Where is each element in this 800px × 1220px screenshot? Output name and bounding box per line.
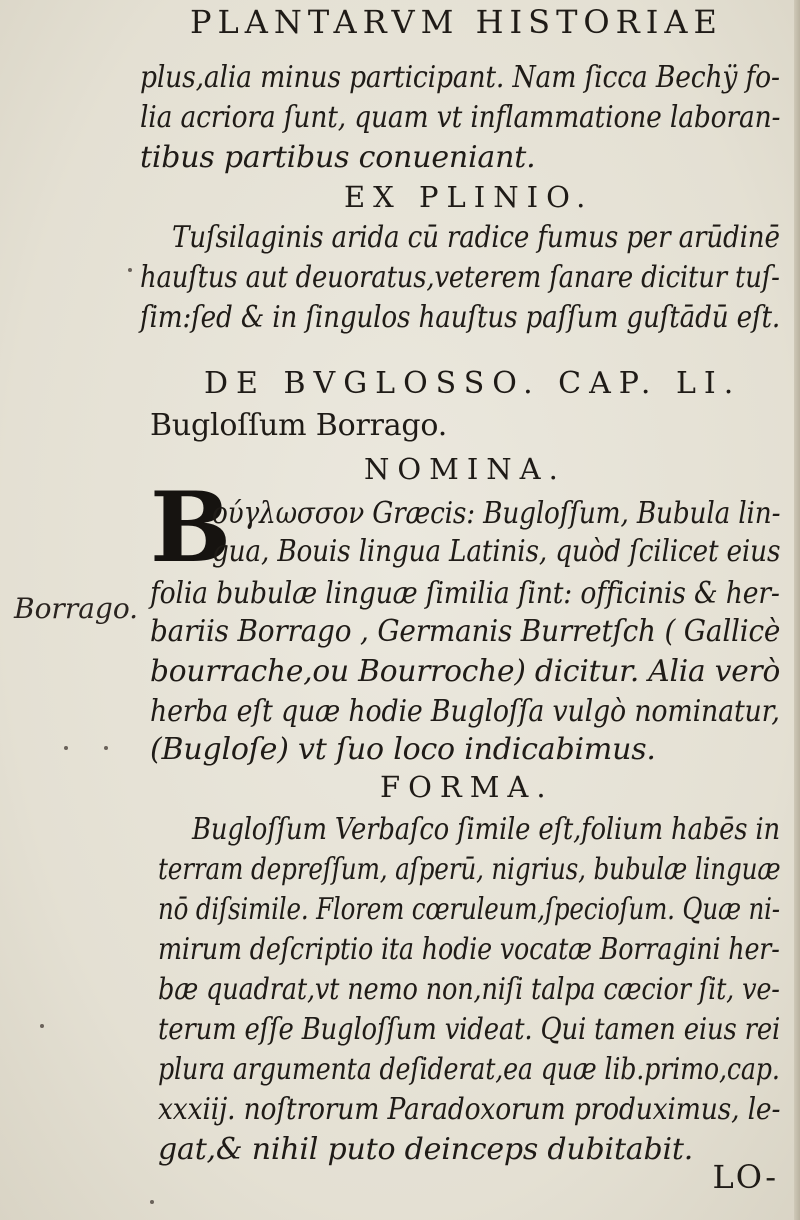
margin-note: Borrago. bbox=[14, 592, 139, 625]
text-line: plus,alia minus participant. Nam ſicca Bechÿ fo- bbox=[140, 60, 780, 95]
catchword: LO- bbox=[712, 1158, 778, 1196]
text-line: gua, Bouis lingua Latinis, quòd ſcilicet eius bbox=[212, 534, 781, 569]
ink-speck bbox=[40, 1024, 44, 1028]
text-line: mirum deſcriptio ita hodie vocatæ Borragini her- bbox=[158, 932, 780, 967]
chapter-subtitle: Bugloſſum Borrago. bbox=[150, 408, 448, 443]
section-heading-forma: FORMA. bbox=[380, 770, 554, 804]
text-line: ούγλωσσον Græcis: Bugloſſum, Bubula lin- bbox=[212, 496, 781, 531]
section-heading-nomina: NOMINA. bbox=[364, 452, 566, 486]
drop-cap: B bbox=[150, 471, 232, 584]
ink-speck bbox=[150, 1200, 154, 1204]
page-edge bbox=[794, 0, 800, 1220]
text-line: nō diſsimile. Florem cœruleum,ſpecioſum. Quæ ni- bbox=[158, 892, 780, 927]
running-head: PLANTARVM HISTORIAE bbox=[190, 3, 723, 41]
ink-speck bbox=[104, 746, 108, 750]
text-line: herba eſt quæ hodie Bugloſſa vulgò nominatur, bbox=[150, 694, 780, 729]
text-line: (Bugloſe) vt ſuo loco indicabimus. bbox=[150, 732, 656, 767]
text-line: folia bubulæ linguæ ſimilia ſint: officinis & her- bbox=[150, 576, 780, 611]
text-line: hauſtus aut deuoratus,veterem ſanare dicitur tuſ- bbox=[140, 260, 780, 295]
section-heading-plinio: EX PLINIO. bbox=[344, 180, 594, 214]
chapter-heading: DE BVGLOSSO. CAP. LI. bbox=[204, 366, 742, 401]
text-line: Tuſsilaginis arida cū radice fumus per arūdinē bbox=[172, 220, 780, 255]
text-line: Bugloſſum Verbaſco ſimile eſt,folium habēs in bbox=[192, 812, 780, 847]
text-line: ſim:ſed & in ſingulos hauſtus paſſum guſtādū eſt. bbox=[140, 300, 781, 335]
text-line: bariis Borrago , Germanis Burretſch ( Gallicè bbox=[150, 614, 781, 649]
text-line: plura argumenta deſiderat,ea quæ lib.primo,cap. bbox=[158, 1052, 780, 1087]
text-line: bæ quadrat,vt nemo non,niſi talpa cæcior ſit, ve- bbox=[158, 972, 780, 1007]
ink-speck bbox=[128, 268, 132, 272]
text-line: terum eſſe Bugloſſum videat. Qui tamen eius rei bbox=[158, 1012, 781, 1047]
text-line: tibus partibus conueniant. bbox=[140, 140, 536, 175]
text-line: terram depreſſum, aſperū, nigrius, bubulæ linguæ bbox=[158, 852, 781, 887]
text-line: xxxiij. noſtrorum Paradoxorum produximus, le- bbox=[158, 1092, 781, 1127]
text-line: lia acriora ſunt, quam vt inflammatione laboran- bbox=[140, 100, 781, 135]
text-line: gat,& nihil puto deinceps dubitabit. bbox=[158, 1132, 694, 1167]
text-line: bourrache,ou Bourroche) dicitur. Alia verò bbox=[150, 654, 781, 689]
ink-speck bbox=[64, 746, 68, 750]
